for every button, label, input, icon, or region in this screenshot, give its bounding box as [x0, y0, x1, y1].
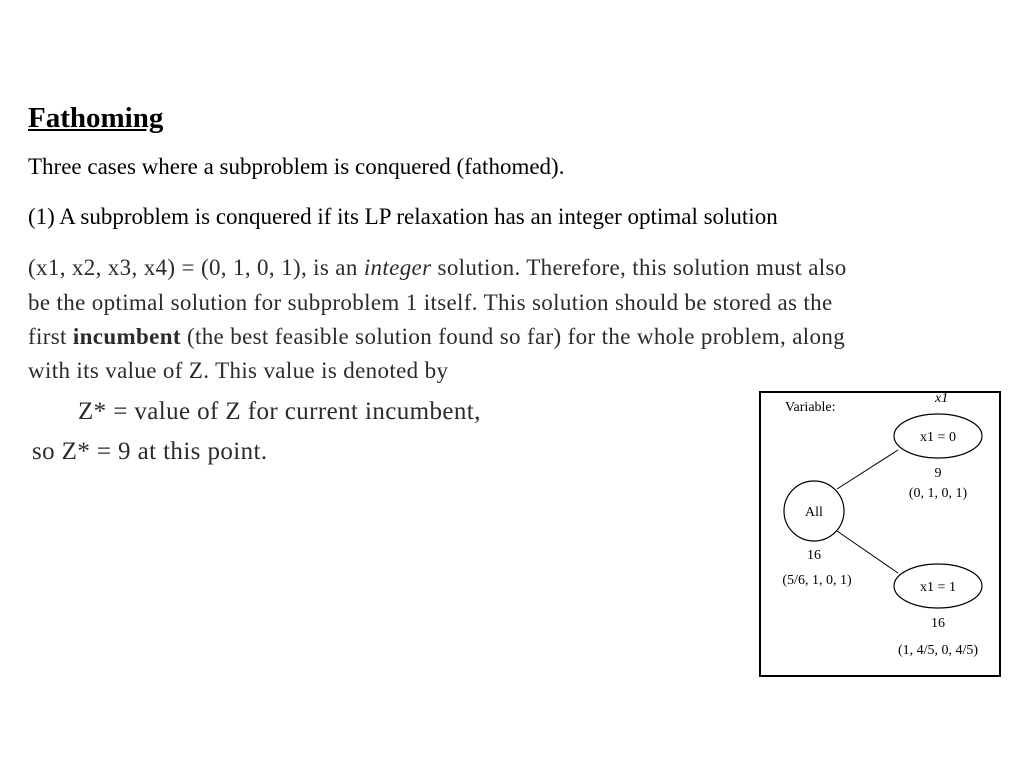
variable-name: x1: [935, 393, 949, 406]
branch-and-bound-tree: [759, 391, 1001, 677]
excerpt-line-2: be the optimal solution for subproblem 1 itself. This solution should be stored as the: [28, 290, 833, 315]
root-node-z: 16: [807, 548, 821, 563]
excerpt-line-1-end: solution. Therefore, this solution must also: [431, 255, 847, 280]
excerpt-line-4: with its value of Z. This value is denoted by: [28, 358, 449, 383]
math-incumbent-value: so Z* = 9 at this point.: [32, 438, 268, 465]
edge-to-left-branch: [837, 450, 898, 489]
variable-label: Variable:: [785, 400, 836, 415]
edge-to-right-branch: [837, 531, 898, 573]
excerpt-line-3-start: first: [28, 324, 73, 349]
excerpt-line-3-end: (the best feasible solution found so far) for the whole problem, along: [180, 324, 846, 349]
right-branch-label: x1 = 1: [920, 580, 956, 595]
root-node-label: All: [805, 505, 823, 520]
excerpt-line-1-start: (x1, x2, x3, x4) = (0, 1, 0, 1), is an: [28, 255, 364, 280]
left-branch-z: 9: [934, 466, 942, 481]
right-branch-z: 16: [931, 616, 945, 631]
root-node-solution: (5/6, 1, 0, 1): [782, 573, 852, 588]
excerpt-line-1: [28, 255, 847, 281]
left-branch-solution: (0, 1, 0, 1): [908, 486, 968, 501]
excerpt-line-3: [28, 324, 845, 350]
case-1-text: (1) A subproblem is conquered if its LP relaxation has an integer optimal solution: [28, 204, 778, 229]
right-branch-solution: (1, 4/5, 0, 4/5): [897, 643, 979, 658]
math-incumbent-definition: Z* = value of Z for current incumbent,: [78, 398, 481, 425]
slide-subtitle: Three cases where a subproblem is conquered (fathomed).: [28, 154, 565, 179]
excerpt-incumbent-word: incumbent: [72, 324, 181, 349]
slide-title: Fathoming: [28, 102, 164, 134]
excerpt-integer-word: integer: [363, 255, 432, 280]
left-branch-label: x1 = 0: [920, 430, 956, 445]
textbook-excerpt: [28, 255, 988, 385]
